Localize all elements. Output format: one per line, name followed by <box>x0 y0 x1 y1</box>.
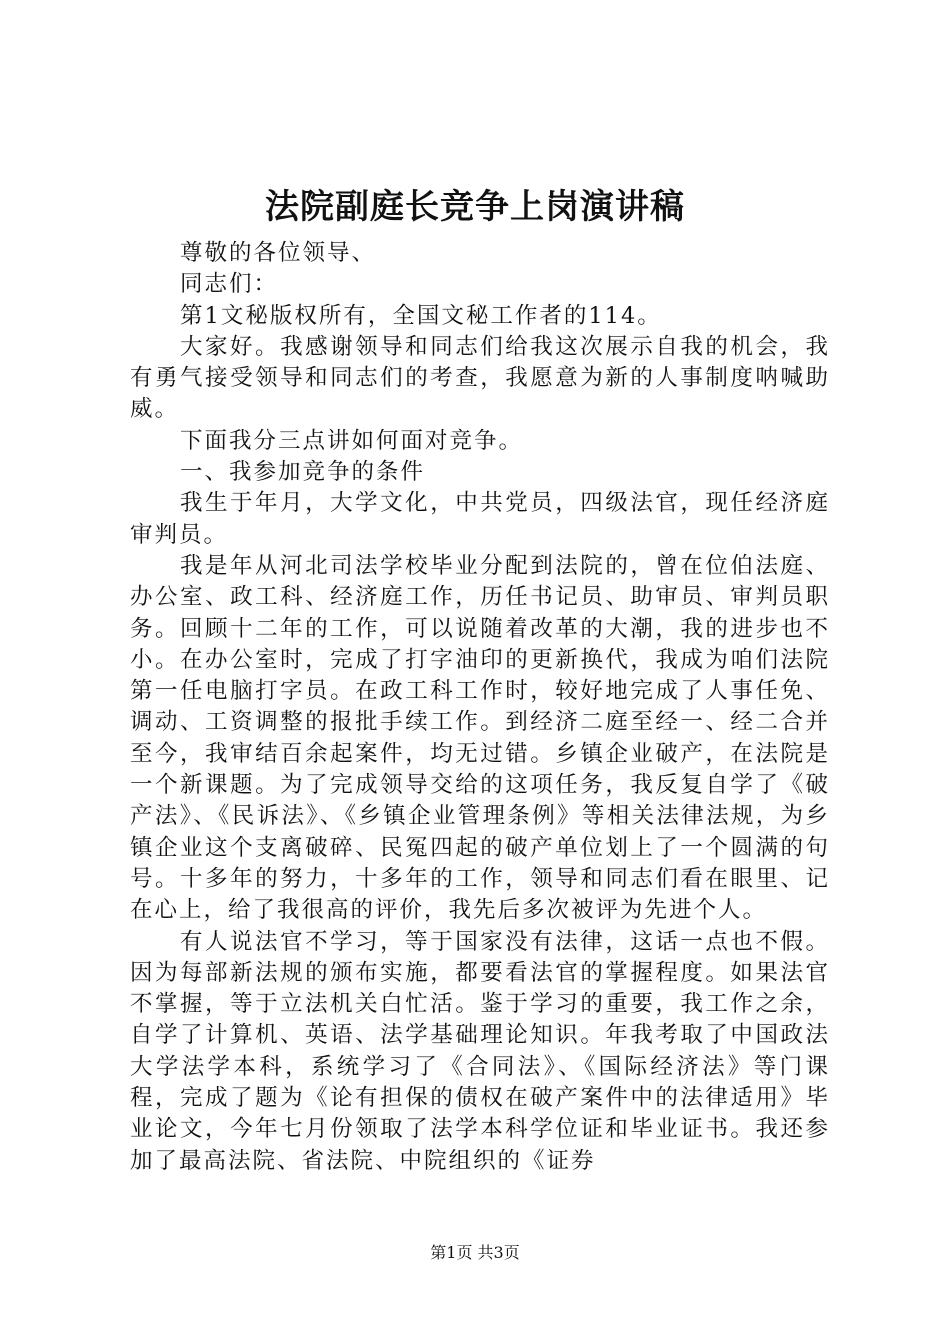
document-title: 法院副庭长竞争上岗演讲稿 <box>265 187 685 227</box>
paragraph-salutation: 尊敬的各位领导、 <box>180 240 377 266</box>
paragraph-greeting: 大家好。我感谢领导和同志们给我这次展示自我的机会，我有勇气接受领导和同志们的考查，我愿意为新的人事制度呐喊助威。 <box>130 333 830 423</box>
paragraph-career: 我是年从河北司法学校毕业分配到法院的，曾在位伯法庭、办公室、政工科、经济庭工作，历任书记员、助审员、审判员职务。回顾十二年的工作，可以说随着改革的大潮，我的进步也不小。在办公室时，完成了打字油印的更新换代，我成为咱们法院第一任电脑打字员。在政工科工作时，较好地完成了人事任免、调动、工资调整的报批手续工作。到经济二庭至经一、经二合并至今，我审结百余起案件，均无过错。乡镇企业破产，在法院是一个新课题。为了完成领导交给的这项任务，我反复自学了《破产法》、《民诉法》、《乡镇企业管理条例》等相关法律法规，为乡镇企业这个支离破碎、民冤四起的破产单位划上了一个圆满的句号。十多年的努力，十多年的工作，领导和同志们看在眼里、记在心上，给了我很高的评价，我先后多次被评为先进个人。 <box>130 552 830 924</box>
paragraph-comrades: 同志们： <box>180 271 279 298</box>
paragraph-study: 有人说法官不学习，等于国家没有法律，这话一点也不假。因为每部新法规的颁布实施，都要看法官的掌握程度。如果法官不掌握，等于立法机关白忙活。鉴于学习的重要，我工作之余，自学了计算机、英语、法学基础理论知识。年我考取了中国政法大学法学本科，系统学习了《合同法》、《国际经济法》等门课程，完成了题为《论有担保的债权在破产案件中的法律适用》毕业论文，今年七月份领取了法学本科学位证和毕业证书。我还参加了最高法院、省法院、中院组织的《证券 <box>130 928 830 1174</box>
paragraph-background: 我生于年月，大学文化，中共党员，四级法官，现任经济庭审判员。 <box>130 490 830 548</box>
paragraph-copyright: 第1文秘版权所有，全国文秘工作者的114。 <box>180 302 662 329</box>
document-body <box>130 238 830 1177</box>
paragraph-outline: 下面我分三点讲如何面对竞争。 <box>180 427 524 454</box>
page-footer: 第1页 共3页 <box>430 1243 520 1262</box>
section-heading-conditions: 一、我参加竞争的条件 <box>180 459 426 486</box>
